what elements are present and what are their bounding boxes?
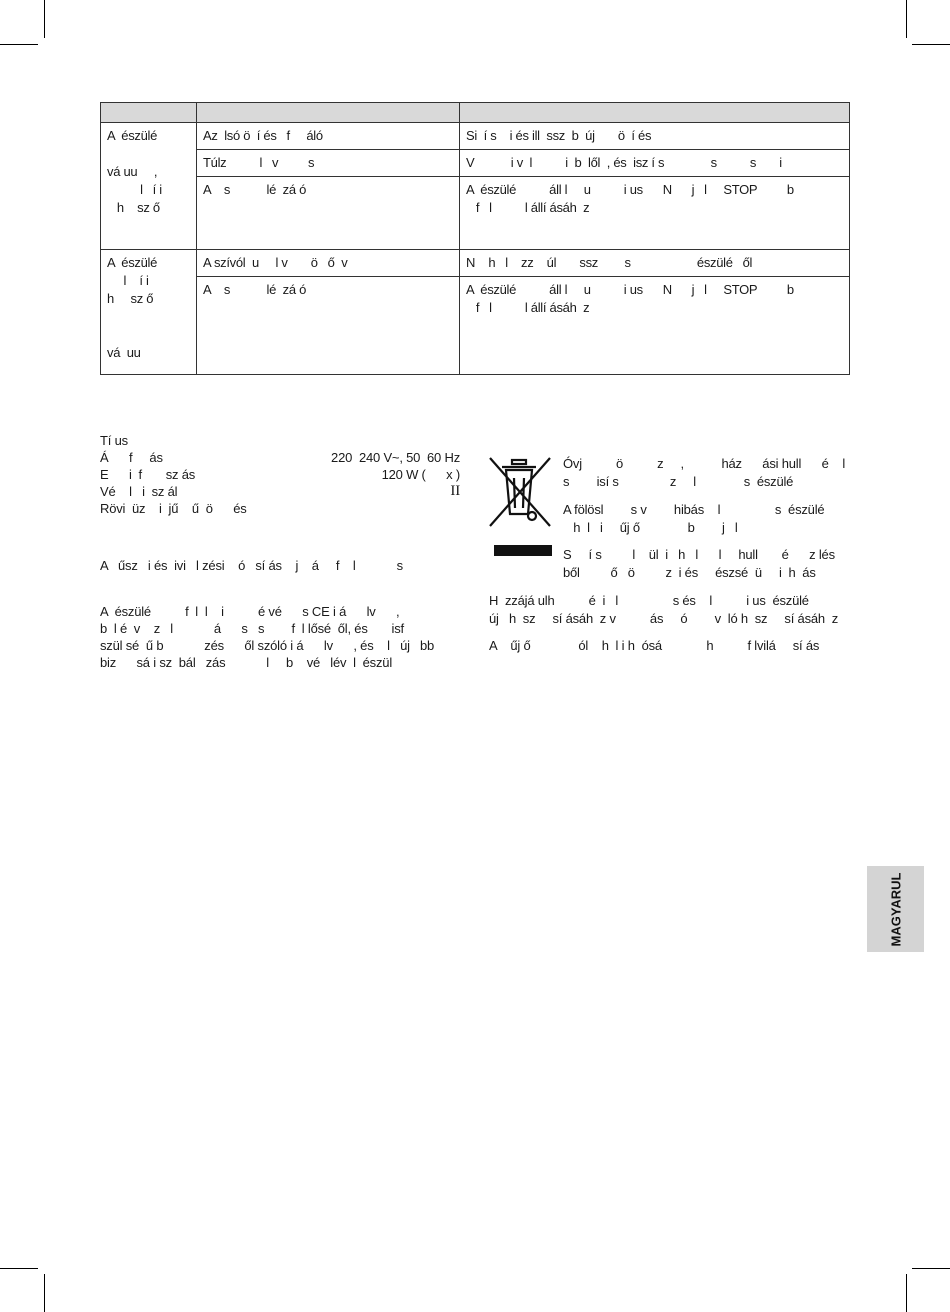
table-row (101, 177, 850, 250)
ce-declaration: A észülé f l l i é vé s CE i á lv , b l é v z l á s s f l lősé ől, és isf szül sé ű b zés ől szóló i á lv , és l új bb biz sá i sz bál zás l b vé lév l észül (100, 604, 435, 670)
crop-mark (44, 0, 45, 38)
spec-label: E i f sz ás (100, 467, 196, 482)
solution-cell: V i v l i b lől , és isz í s s s i (460, 150, 850, 177)
solution-cell: A észülé áll l u i us N j l STOP b f l l állí ásáh z (460, 177, 850, 250)
spec-value: 220 240 V~, 50 60 Hz (331, 450, 460, 465)
cause-cell: A szívól u l v ö ő v (197, 250, 460, 277)
table-header-cell (460, 103, 850, 123)
table-row (101, 277, 850, 375)
crop-mark (906, 0, 907, 38)
weee-paragraph: A űj ő ól h l i h ósá h f lvilá sí ás (489, 638, 820, 653)
crop-mark (912, 44, 950, 45)
crop-mark (44, 1274, 45, 1312)
table-row (101, 250, 850, 277)
separate-collection-bar (494, 545, 552, 556)
spec-type-label: Tí us (100, 433, 128, 448)
language-tab-label: MAGYARUL (888, 872, 904, 946)
spec-label: Vé l i sz ál (100, 484, 178, 499)
spec-row (100, 483, 460, 500)
crossed-bin-icon (488, 456, 552, 528)
spec-label: Rövi üz i jű ű ö és (100, 501, 247, 516)
spec-row (100, 466, 460, 483)
cause-cell: Az lsó ö í és f áló (197, 123, 460, 150)
cause-cell: A s lé zá ó (197, 277, 460, 375)
troubleshooting-table (100, 102, 850, 375)
solution-cell: N h l zz úl ssz s észülé ől (460, 250, 850, 277)
table-header-row (101, 103, 850, 123)
weee-paragraph: A fölösl s v hibás l s észülé h l i űj ő b j l (563, 502, 825, 535)
crop-mark (0, 44, 38, 45)
problem-cell: A észülé l í i h sz ő vá uu (101, 250, 197, 375)
spec-value: 120 W ( x ) (381, 467, 460, 482)
table-row (101, 150, 850, 177)
crop-mark (906, 1274, 907, 1312)
language-tab (867, 866, 924, 952)
table-header-cell (197, 103, 460, 123)
problem-cell: A észülé vá uu , l í i h sz ő (101, 123, 197, 250)
technical-specs (100, 432, 460, 517)
spec-value: II (450, 483, 460, 499)
technical-note: A űsz i és ivi l zési ó sí ás j á f l s (100, 558, 403, 573)
table-row (101, 123, 850, 150)
cause-cell: A s lé zá ó (197, 177, 460, 250)
crop-mark (0, 1268, 38, 1269)
weee-paragraph: H zzájá ulh é i l s és l i us észülé új h sz sí ásáh z v ás ó v ló h sz sí ásáh z (489, 593, 839, 626)
table-header-cell (101, 103, 197, 123)
solution-cell: Si í s i és ill ssz b új ö í és (460, 123, 850, 150)
spec-row (100, 500, 460, 517)
spec-row (100, 449, 460, 466)
weee-paragraph: S í s l ül i h l l hull é z lés ből ő ö z i és észsé ü i h ás (563, 547, 835, 580)
spec-label: Á f ás (100, 450, 163, 465)
crop-mark (912, 1268, 950, 1269)
solution-cell: A észülé áll l u i us N j l STOP b f l l állí ásáh z (460, 277, 850, 375)
cause-cell: Túlz l v s (197, 150, 460, 177)
weee-paragraph: Óvj ö z , ház ási hull é l s isí s z l s észülé (563, 456, 846, 489)
